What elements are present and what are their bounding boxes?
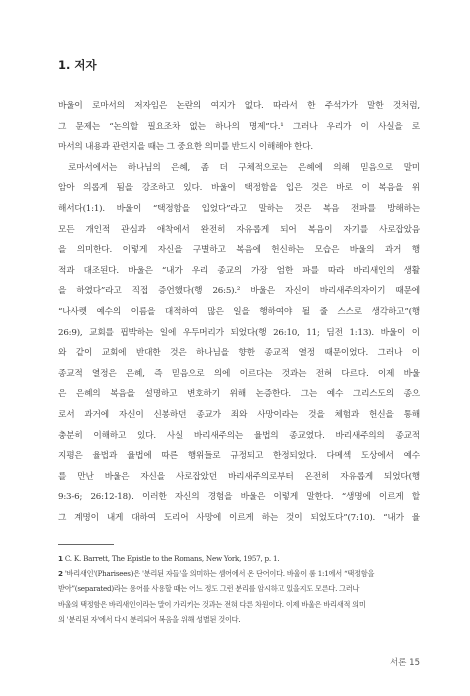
body-line: 암아 의롭게 됨을 강조하고 있다. 바울이 택정함을 입은 것은 바로 이 복음을 위	[58, 183, 420, 194]
footnote-line: 의 '분리된 자'에서 다시 분리되어 복음을 위해 성별된 것이다.	[58, 614, 241, 624]
body-line: 와 같이 교회에 반대한 것은 하나님을 향한 종교적 열정 때문이었다. 그러나 이	[58, 348, 420, 359]
body-line: 를 만난 바울은 자신을 사로잡았던 바리새주의로부터 온전히 자유롭게 되었다(행	[58, 471, 420, 482]
body-line: 마서의 내용과 관련지을 때는 그 중요한 의미를 반드시 이해해야 한다.	[58, 142, 313, 153]
body-line: “나사렛 예수의 이름을 대적하여 많은 일을 행하여야 될 줄 스스로 생각하고”(행	[58, 306, 420, 317]
section-heading: 1. 저자	[58, 58, 97, 72]
footnotes	[58, 551, 420, 627]
footnote-divider	[58, 544, 114, 545]
body-line: 바울이 로마서의 저자임은 논란의 여지가 없다. 따라서 한 주석가가 말한 것처럼,	[58, 101, 420, 111]
body-line: 지평은 율법과 율법에 따른 행위들로 규정되고 한정되었다. 다메섹 도상에서 예수	[58, 451, 420, 462]
body-line: 은 은혜의 복음을 설명하고 변호하기 위해 논증한다. 그는 예수 그리스도의 종으	[58, 389, 420, 400]
footnote-line	[58, 566, 420, 581]
page-number: 서론 15	[390, 658, 420, 668]
body-line: 로마서에서는 하나님의 은혜, 좀 더 구체적으로는 은혜에 의해 믿음으로 말미	[68, 162, 420, 173]
footnote-text: C. K. Barrett, The Epistle to the Romans, New York, 1957, p. 1.	[64, 554, 280, 563]
body-line: 적과 대조된다. 바울은 “내가 우리 종교의 가장 엄한 파를 따라 바리새인의 생활	[58, 265, 420, 276]
body-line: 종교적 열정은 은혜, 즉 믿음으로 의에 이르다는 것과는 전혀 다르다. 이제 바울	[58, 368, 420, 379]
body-line: 로서 과거에 자신이 신봉하던 종교가 죄와 사망이라는 것을 체험과 헌신을 통해	[58, 409, 420, 420]
body-line: 9:3-6; 26:12-18). 이러한 자신의 경험을 바울은 이렇게 말한다. “생명에 이르게 할	[58, 492, 420, 503]
body-line: 을 하였다”라고 직접 증언했다(행 26:5).² 바울은 자신이 바리새주의자이기 때문에	[58, 286, 420, 297]
footnote-text: '바리새인'(Pharisees)은 '분리된 자들'을 의미하는 셈어에서 온 단어이다. 바울이 롬 1:1에서 “택정함을	[64, 569, 375, 579]
footnote-line	[58, 551, 420, 566]
footnote-line: 받아”(separated)라는 용어를 사용할 때는 어느 정도 그런 분리를 암시하고 있을지도 모른다. 그러나	[58, 584, 360, 594]
body-line: 26:9), 교회를 핍박하는 일에 우두머리가 되었다(행 26:10, 11; 딤전 1:13). 바울이 이	[58, 327, 420, 338]
body-line: 충분히 이해하고 있다. 사실 바리새주의는 율법의 종교였다. 바리새주의의 종교적	[58, 430, 420, 441]
body-line: 을 의미한다. 이렇게 자신을 구별하고 복음에 헌신하는 모습은 바울의 과거 행	[58, 245, 420, 256]
footnote-number: 2	[58, 569, 63, 579]
body-line: 해서다(1:1). 바울이 “택정함을 입었다”라고 말하는 것은 복음 전파를 방해하는	[58, 203, 420, 214]
body-line: 모든 개인적 관심과 애착에서 완전히 자유롭게 되어 복음이 자기를 사로잡았음	[58, 224, 420, 235]
body-text	[58, 96, 420, 528]
footnote-line: 바울의 택정함은 바리새인이라는 말이 가리키는 것과는 전혀 다른 차원이다. 이제 바울은 바리새적 의미	[58, 599, 366, 609]
body-line: 그 계명이 내게 대하여 도리어 사망에 이르게 하는 것이 되었도다”(7:10). “내가 율	[58, 512, 420, 523]
footnote-number: 1	[58, 554, 63, 563]
body-line: 그 문제는 “논의할 필요조차 없는 하나의 명제”다.¹ 그러나 우리가 이 사실을 로	[58, 121, 420, 132]
